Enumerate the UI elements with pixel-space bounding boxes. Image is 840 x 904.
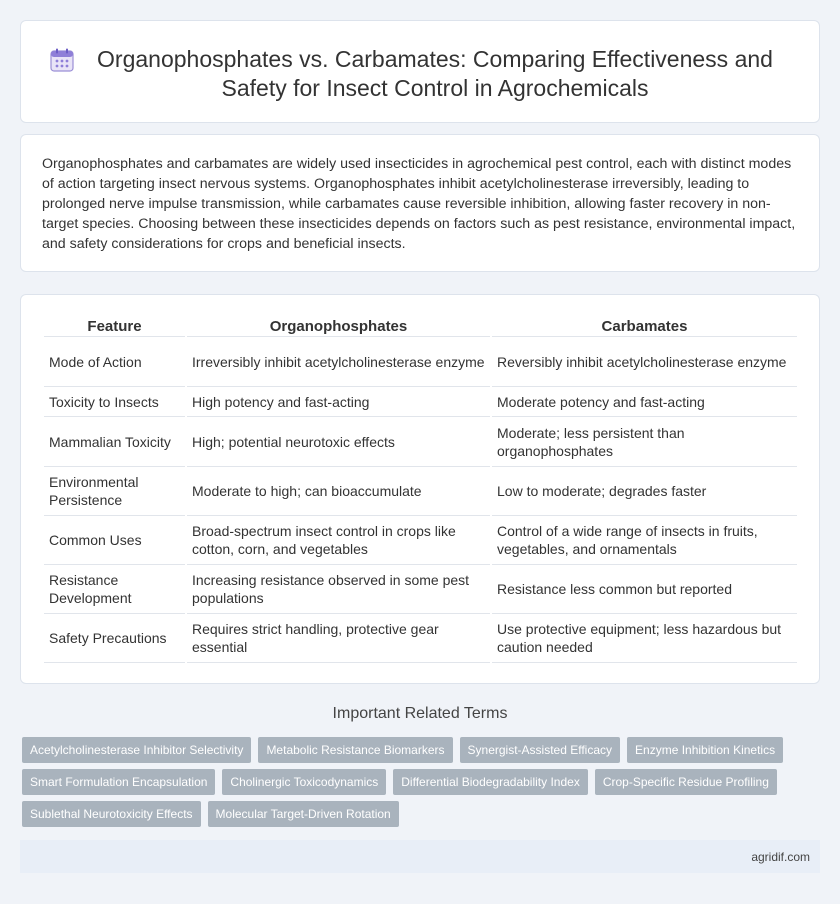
carbamates-cell: Low to moderate; degrades faster — [492, 467, 797, 516]
related-term-tag[interactable]: Acetylcholinesterase Inhibitor Selectivity — [22, 737, 251, 763]
related-term-tag[interactable]: Sublethal Neurotoxicity Effects — [22, 801, 201, 827]
related-terms-list — [22, 737, 802, 827]
related-term-tag[interactable]: Crop-Specific Residue Profiling — [595, 769, 777, 795]
table-row — [44, 337, 797, 387]
header-feature: Feature — [44, 315, 185, 337]
footer — [20, 840, 820, 873]
feature-cell: Mode of Action — [44, 337, 185, 387]
intro-card — [20, 134, 820, 272]
header-organophosphates: Organophosphates — [187, 315, 490, 337]
carbamates-cell: Moderate potency and fast-acting — [492, 387, 797, 417]
related-term-tag[interactable]: Smart Formulation Encapsulation — [22, 769, 215, 795]
organophosphates-cell: Broad-spectrum insect control in crops like cotton, corn, and vegetables — [187, 516, 490, 565]
feature-cell: Environmental Persistence — [44, 467, 185, 516]
page-title: Organophosphates vs. Carbamates: Comparing Effectiveness and Safety for Insect Control in Agrochemicals — [97, 46, 773, 101]
header-carbamates: Carbamates — [492, 315, 797, 337]
organophosphates-cell: High potency and fast-acting — [187, 387, 490, 417]
related-term-tag[interactable]: Cholinergic Toxicodynamics — [222, 769, 386, 795]
related-term-tag[interactable]: Enzyme Inhibition Kinetics — [627, 737, 783, 763]
related-term-tag[interactable]: Differential Biodegradability Index — [393, 769, 588, 795]
carbamates-cell: Reversibly inhibit acetylcholinesterase enzyme — [492, 337, 797, 387]
table-row — [44, 614, 797, 663]
feature-cell: Safety Precautions — [44, 614, 185, 663]
carbamates-cell: Resistance less common but reported — [492, 565, 797, 614]
table-row — [44, 387, 797, 417]
carbamates-cell: Moderate; less persistent than organophosphates — [492, 417, 797, 467]
table-row — [44, 467, 797, 516]
organophosphates-cell: Increasing resistance observed in some pest populations — [187, 565, 490, 614]
carbamates-cell: Use protective equipment; less hazardous but caution needed — [492, 614, 797, 663]
feature-cell: Resistance Development — [44, 565, 185, 614]
related-term-tag[interactable]: Synergist-Assisted Efficacy — [460, 737, 621, 763]
related-term-tag[interactable]: Molecular Target-Driven Rotation — [208, 801, 399, 827]
carbamates-cell: Control of a wide range of insects in fruits, vegetables, and ornamentals — [492, 516, 797, 565]
comparison-table — [42, 315, 799, 663]
title-card — [20, 20, 820, 123]
footer-site-link[interactable]: agridif.com — [751, 850, 810, 864]
table-row — [44, 565, 797, 614]
table-card — [20, 294, 820, 684]
organophosphates-cell: Requires strict handling, protective gear essential — [187, 614, 490, 663]
related-terms-heading: Important Related Terms — [332, 705, 508, 722]
intro-paragraph: Organophosphates and carbamates are widely used insecticides in agrochemical pest control, each with distinct modes of action targeting insect nervous systems. Organophosphates inhibit acetylcholinesterase irreversibly, leading to prolonged nerve impulse transmission, while carbamates cause reversible inhibition, allowing faster recovery in non-target species. Choosing between these insecticides depends on factors such as pest resistance, environmental impact, and safety considerations for crops and beneficial insects. — [42, 156, 796, 252]
feature-cell: Common Uses — [44, 516, 185, 565]
organophosphates-cell: High; potential neurotoxic effects — [187, 417, 490, 467]
feature-cell: Mammalian Toxicity — [44, 417, 185, 467]
table-header-row — [44, 315, 797, 337]
feature-cell: Toxicity to Insects — [44, 387, 185, 417]
table-row — [44, 417, 797, 467]
organophosphates-cell: Irreversibly inhibit acetylcholinesterase enzyme — [187, 337, 490, 387]
organophosphates-cell: Moderate to high; can bioaccumulate — [187, 467, 490, 516]
related-term-tag[interactable]: Metabolic Resistance Biomarkers — [258, 737, 452, 763]
table-row — [44, 516, 797, 565]
